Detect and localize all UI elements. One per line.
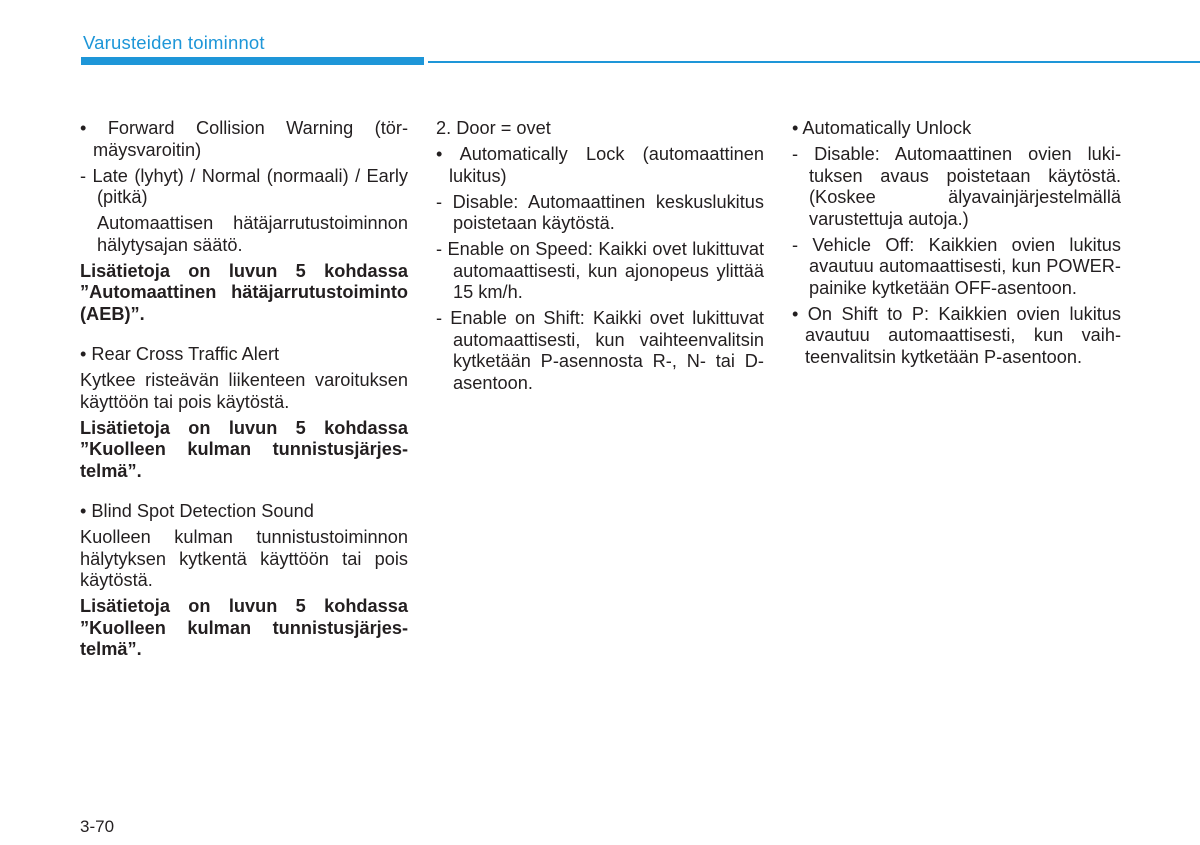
option-lock-enable-on-shift: - Enable on Shift: Kaikki ovet lukittuvat automaattisesti, kun vaihteenvalitsin kytketään P-asennosta R-, N- tai D-asentoon.: [436, 308, 764, 393]
header-rule-thin: [428, 61, 1200, 63]
reference-blind-spot-2: Lisätietoja on luvun 5 kohdassa ”Kuolleen kulman tunnistusjärjestelmä”.: [80, 596, 408, 659]
bullet-rear-cross-traffic-alert: • Rear Cross Traffic Alert: [80, 344, 280, 364]
option-warning-timing: - Late (lyhyt) / Normal (normaali) / Early (pitkä): [80, 165, 408, 207]
heading-door: 2. Door = ovet: [436, 118, 551, 138]
option-unlock-disable: - Disable: Automaattinen ovien lukituksen avaus poistetaan käytöstä. (Koskee älyavainjärjestelmällä varustettuja autoja.): [792, 144, 1121, 229]
bullet-forward-collision-warning: • Forward Collision Warning (törmäysvaroitin): [80, 118, 408, 160]
header-rule-thick: [81, 57, 424, 65]
reference-blind-spot-1: Lisätietoja on luvun 5 kohdassa ”Kuolleen kulman tunnistusjärjestelmä”.: [80, 417, 408, 481]
option-unlock-vehicle-off: - Vehicle Off: Kaikkien ovien lukitus avautuu automaattisesti, kun POWER-painike kytketään OFF-asentoon.: [792, 234, 1121, 298]
section-title: Varusteiden toiminnot: [83, 32, 265, 53]
page-number: 3-70: [80, 817, 115, 836]
bullet-blind-spot-detection-sound: • Blind Spot Detection Sound: [80, 501, 314, 521]
column-middle: [436, 118, 764, 399]
option-lock-disable: - Disable: Automaattinen keskuslukitus poistetaan käytöstä.: [436, 191, 764, 233]
column-right: [792, 118, 1121, 373]
option-lock-enable-on-speed: - Enable on Speed: Kaikki ovet lukittuvat automaattisesti, kun ajonopeus ylittää 15 km/h.: [436, 239, 764, 302]
description-warning-timing: Automaattisen hätäjarrutustoiminnon hälytysajan säätö.: [97, 213, 408, 255]
description-blind-spot-sound: Kuolleen kulman tunnistustoiminnon hälytyksen kytkentä käyttöön tai pois käytöstä.: [80, 527, 408, 590]
reference-aeb: Lisätietoja on luvun 5 kohdassa ”Automaattinen hätäjarrutustoiminto (AEB)”.: [80, 260, 408, 324]
bullet-on-shift-to-p: • On Shift to P: Kaikkien ovien lukitus avautuu automaattisesti, kun vaihteenvalitsin kytketään P-asentoon.: [792, 303, 1121, 367]
description-rear-cross-traffic: Kytkee risteävän liikenteen varoituksen käyttöön tai pois käytöstä.: [80, 370, 408, 412]
bullet-automatically-lock: • Automatically Lock (automaattinen lukitus): [436, 144, 764, 186]
column-left: [80, 118, 408, 665]
bullet-automatically-unlock: • Automatically Unlock: [792, 118, 972, 138]
